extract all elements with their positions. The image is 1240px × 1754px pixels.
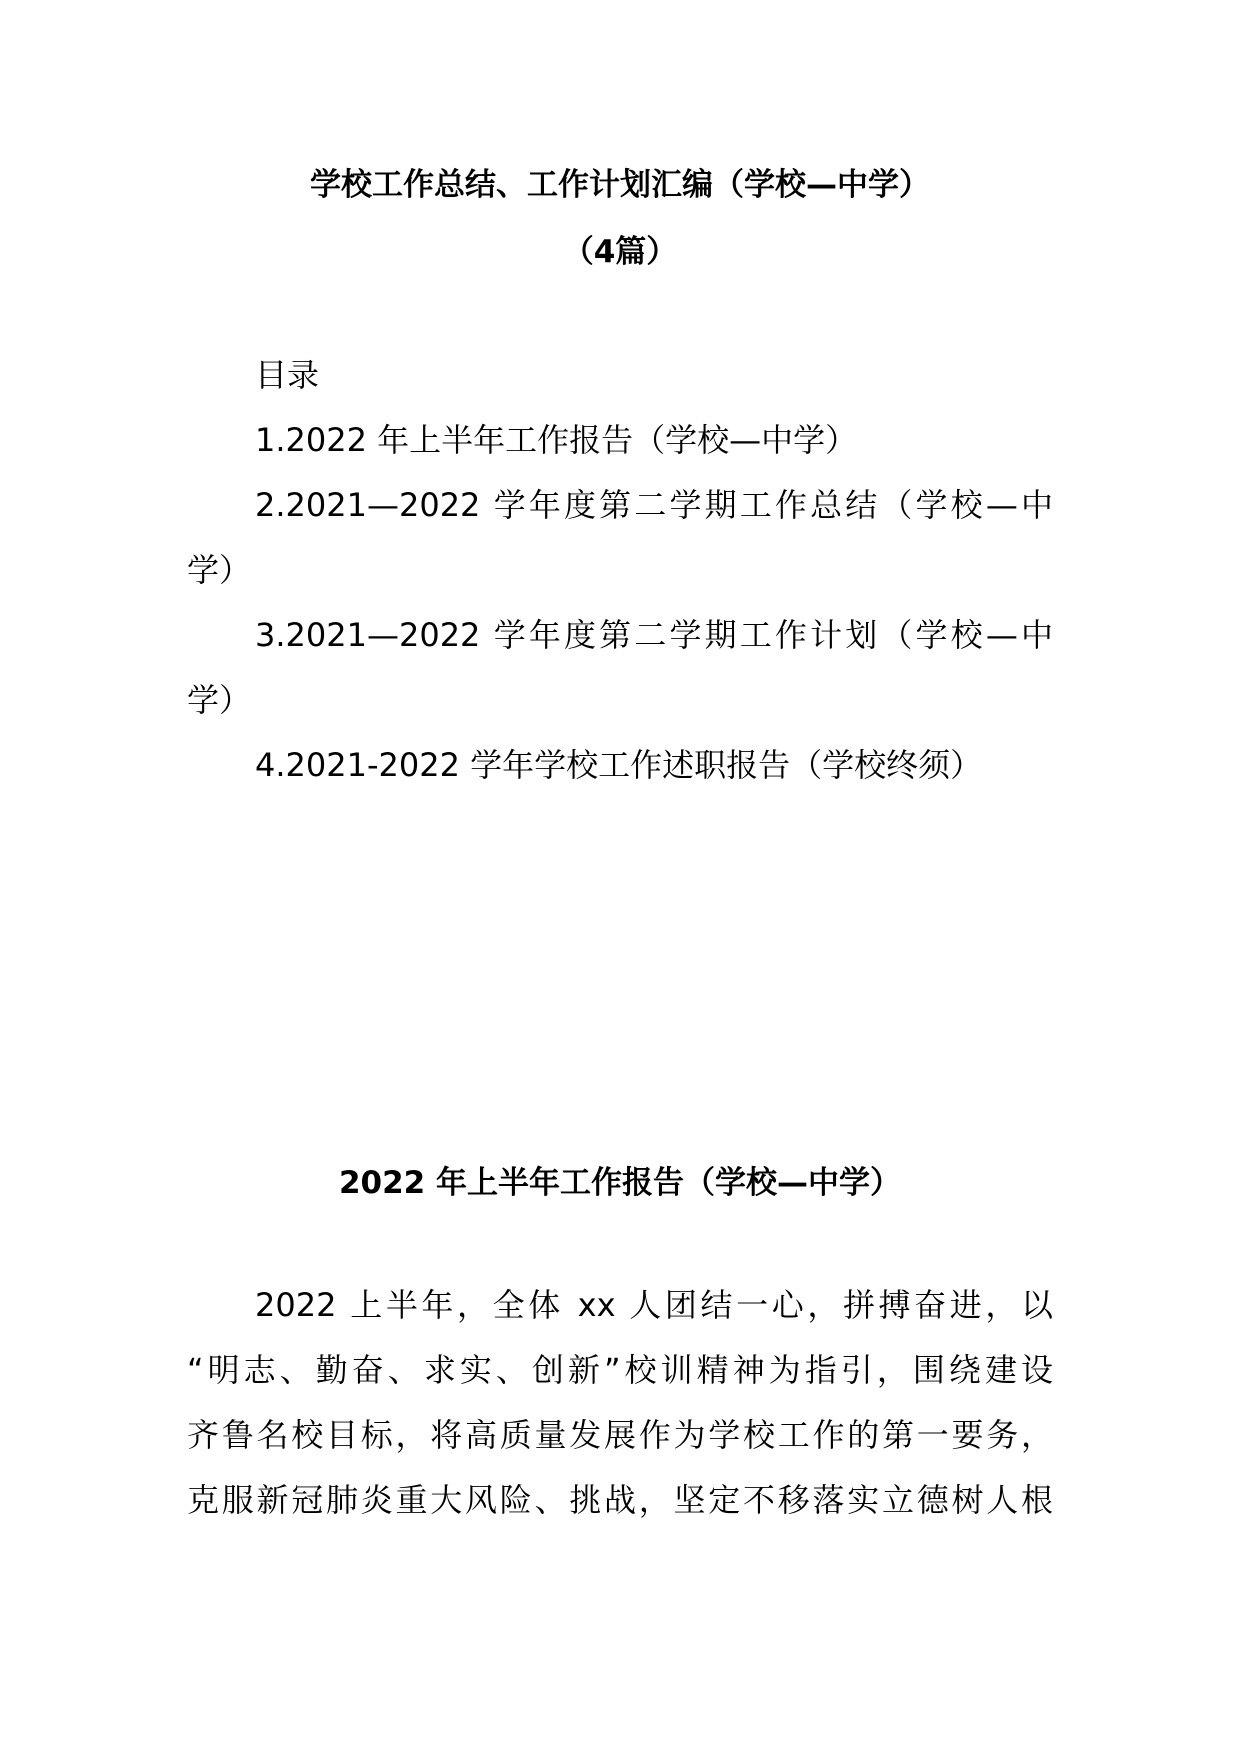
paragraph-line: 克服新冠肺炎重大风险、挑战，坚定不移落实立德树人根 (187, 1481, 1053, 1519)
toc-item-3-cont: 学） (187, 681, 252, 719)
toc-item-1: 1.2022 年上半年工作报告（学校—中学） (255, 421, 858, 459)
paragraph-line: “明志、勤奋、求实、创新”校训精神为指引，围绕建设 (187, 1351, 1053, 1389)
toc-item-3: 3.2021—2022 学年度第二学期工作计划（学校—中 (255, 616, 1053, 654)
toc-item-2-cont: 学） (187, 551, 252, 589)
toc-heading: 目录 (255, 356, 320, 394)
document-subtitle: （4篇） (562, 234, 678, 270)
document-title: 学校工作总结、工作计划汇编（学校—中学） (310, 167, 930, 203)
paragraph-line: 2022 上半年，全体 xx 人团结一心，拼搏奋进，以 (255, 1286, 1053, 1324)
toc-item-2: 2.2021—2022 学年度第二学期工作总结（学校—中 (255, 486, 1053, 524)
section-title: 2022 年上半年工作报告（学校—中学） (338, 1165, 902, 1201)
toc-item-4: 4.2021-2022 学年学校工作述职报告（学校终须） (255, 746, 983, 784)
paragraph-line: 齐鲁名校目标，将高质量发展作为学校工作的第一要务， (187, 1416, 1053, 1454)
